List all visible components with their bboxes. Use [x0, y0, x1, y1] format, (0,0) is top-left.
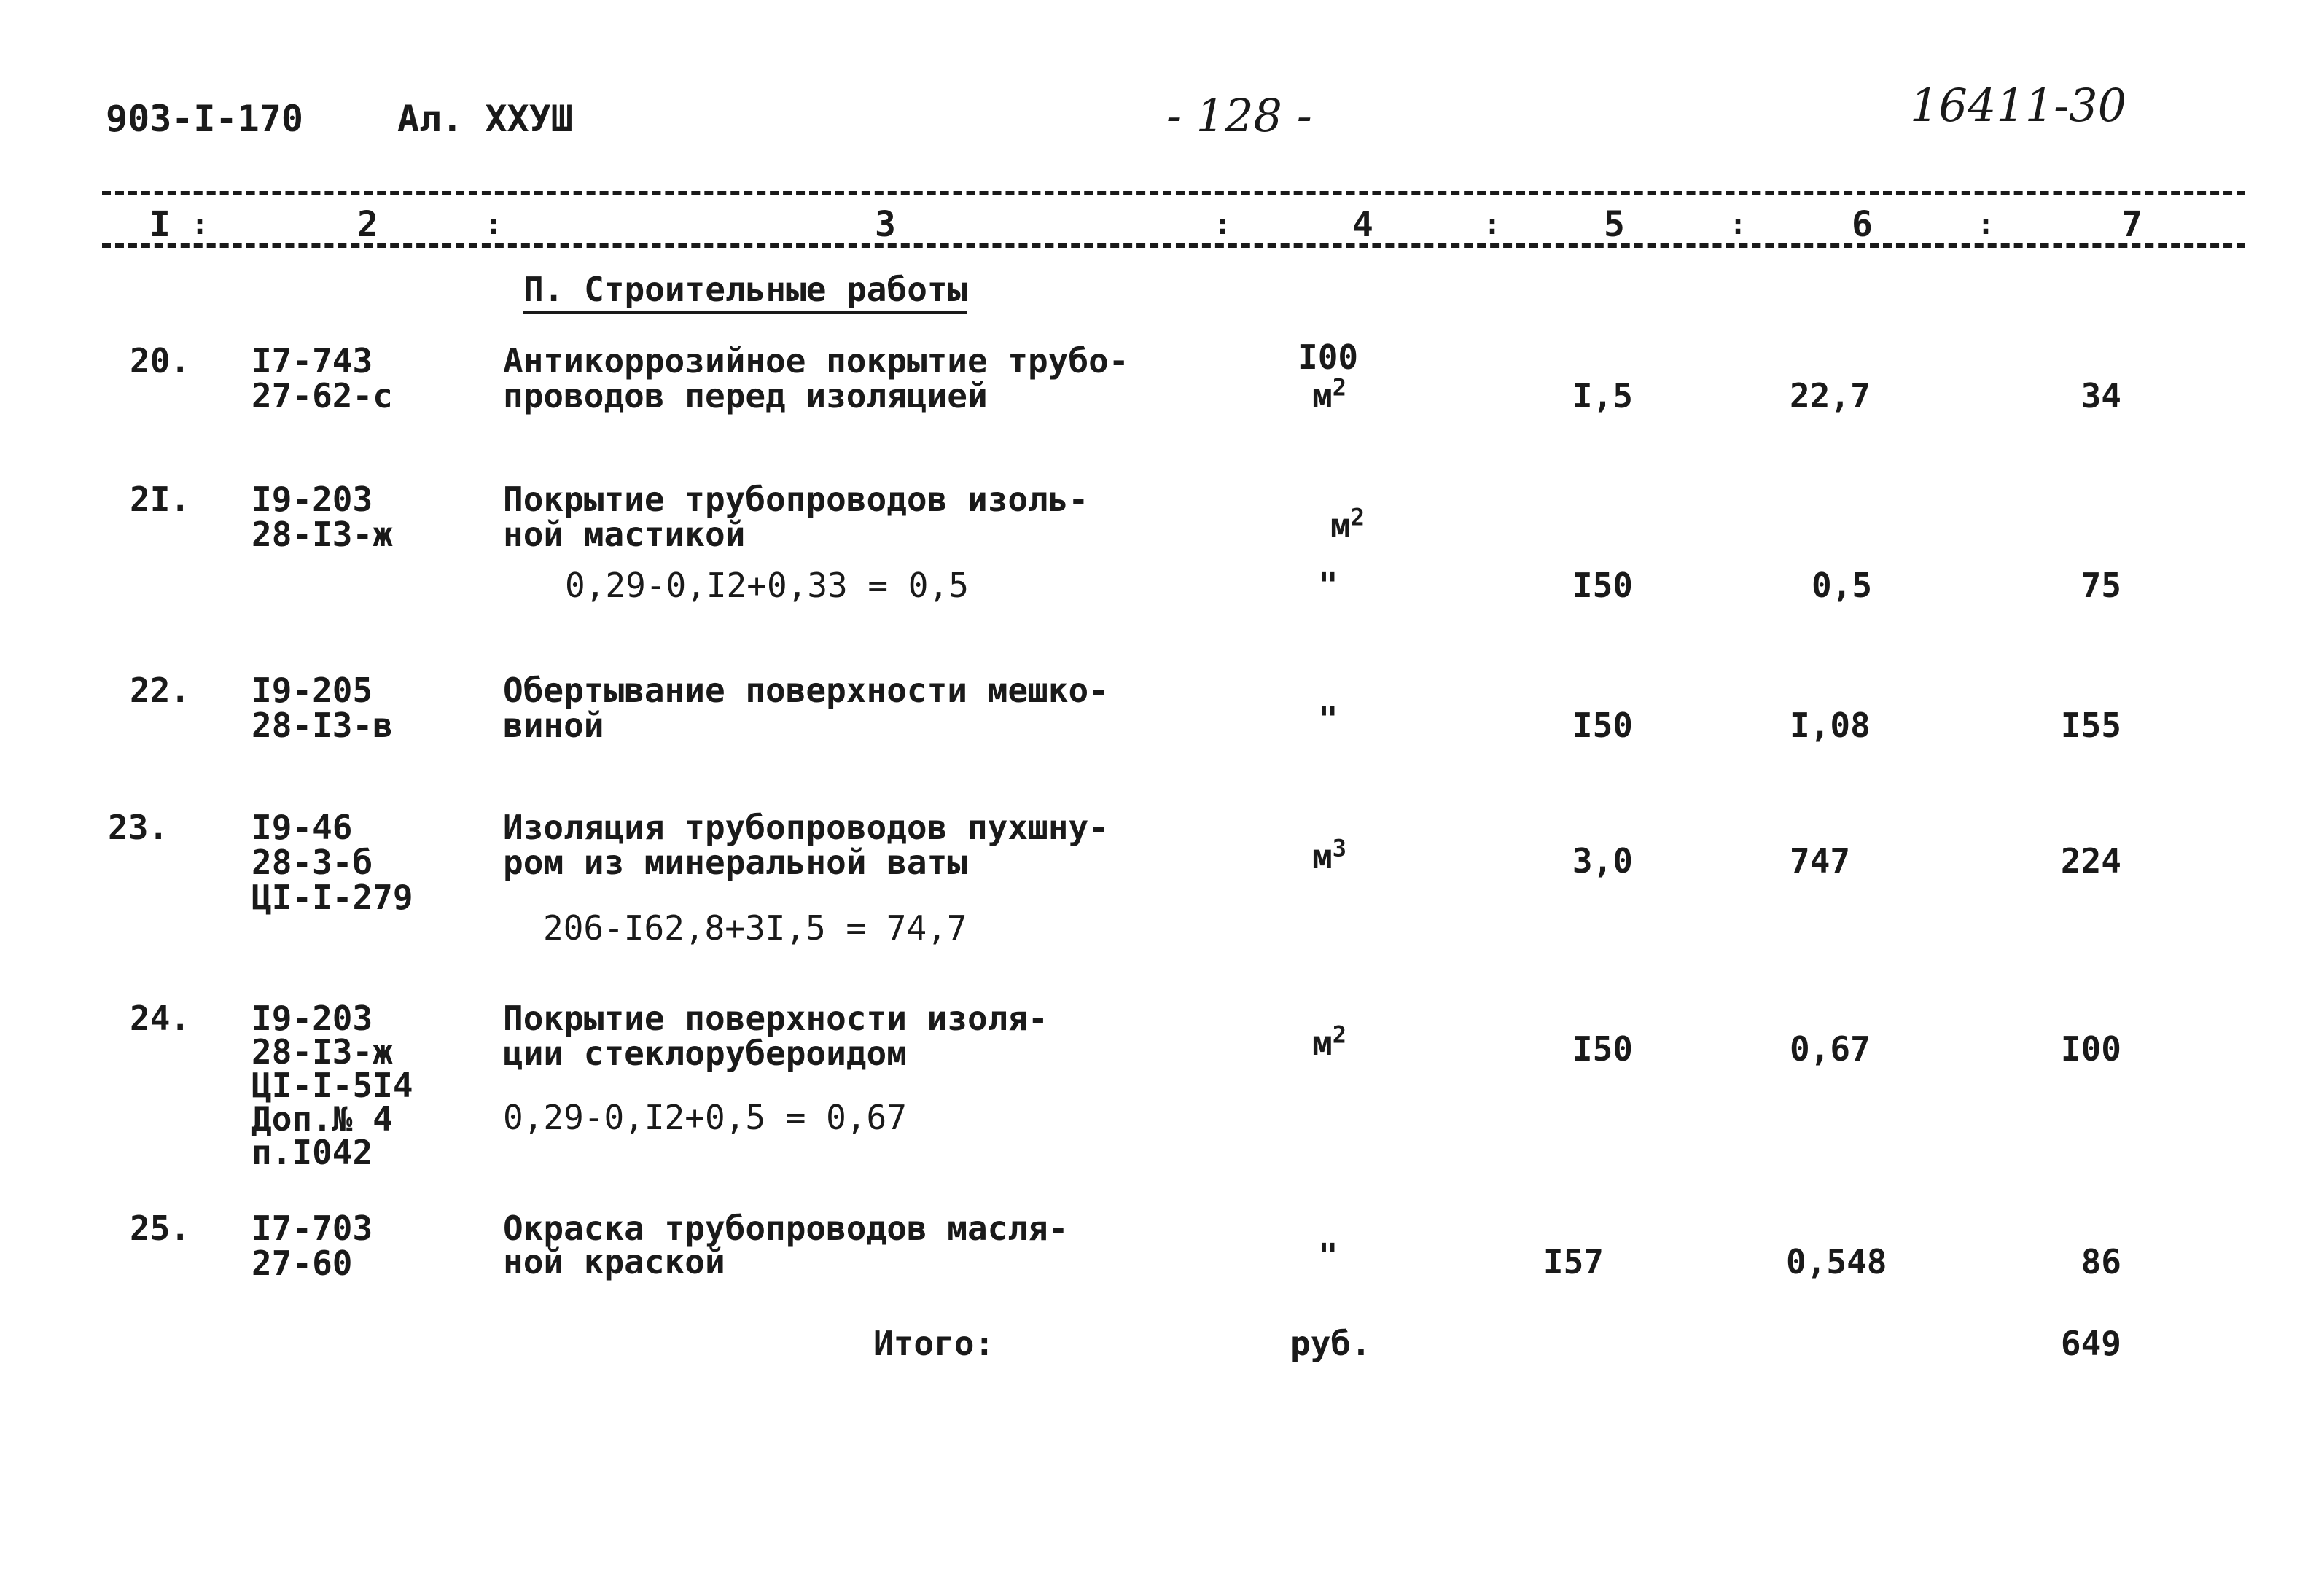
norm-code: 27-60 [251, 1244, 353, 1283]
quantity: I,5 [1572, 376, 1633, 415]
quantity: I50 [1572, 1029, 1633, 1069]
unit-price: 0,67 [1790, 1029, 1871, 1069]
quantity: I50 [1572, 566, 1633, 605]
quantity: I57 [1543, 1242, 1604, 1281]
column-separator: : [1977, 208, 1995, 241]
work-description: Антикоррозийное покрытие трубо- [503, 341, 1129, 381]
unit-prefix: I00 [1298, 338, 1359, 377]
work-description: Окраска трубопроводов масля- [503, 1209, 1069, 1248]
summary-label: Итого: [873, 1324, 995, 1363]
column-separator: : [485, 208, 503, 241]
column-header-6: 6 [1852, 204, 1873, 245]
doc-code: 903-I-170 [106, 98, 303, 140]
norm-code: п.I042 [251, 1133, 373, 1172]
row-number: 20. [130, 341, 191, 381]
unit-price: 747 [1790, 841, 1851, 881]
quantity: 3,0 [1572, 841, 1633, 881]
total-cost: I00 [2060, 1029, 2121, 1069]
norm-code: I9-205 [251, 671, 373, 710]
norm-code: I9-203 [251, 999, 373, 1038]
work-description: Обертывание поверхности мешко- [503, 671, 1109, 710]
norm-code: Доп.№ 4 [251, 1099, 393, 1139]
unit: $м^2$ [1312, 1021, 1346, 1063]
norm-code: 28-I3-в [251, 706, 393, 745]
column-separator: : [1729, 208, 1747, 241]
row-number: 2I. [130, 480, 191, 519]
total-cost: 86 [2081, 1242, 2121, 1281]
row-number: 23. [108, 808, 169, 847]
unit: $м^3$ [1312, 834, 1346, 876]
norm-code: I7-703 [251, 1209, 373, 1248]
quantity: I50 [1572, 706, 1633, 745]
ditto-mark: " [1318, 1236, 1338, 1276]
work-description: ной краской [503, 1242, 725, 1281]
unit: $м^2$ [1312, 373, 1346, 415]
norm-code: I7-743 [251, 341, 373, 381]
unit-price: 0,548 [1786, 1242, 1887, 1281]
work-description: Покрытие трубопроводов изоль- [503, 480, 1089, 519]
total-cost: 224 [2060, 841, 2121, 881]
row-number: 22. [130, 671, 191, 710]
norm-code: ЦI-I-279 [251, 878, 413, 917]
row-number: 24. [130, 999, 191, 1038]
ditto-mark: " [1318, 566, 1338, 605]
work-description: ром из минеральной ваты [503, 843, 967, 882]
inventory-number: 16411-30 [1910, 79, 2127, 132]
norm-code: 27-62-с [251, 376, 393, 415]
unit: $м^2$ [1330, 503, 1365, 545]
column-header-1: I [149, 204, 171, 245]
summary-total: 649 [2060, 1324, 2121, 1363]
total-cost: I55 [2060, 706, 2121, 745]
total-cost: 34 [2081, 376, 2121, 415]
norm-code: ЦI-I-5I4 [251, 1066, 413, 1105]
column-header-5: 5 [1604, 204, 1625, 245]
calculation: 0,29-0,I2+0,33 = 0,5 [565, 566, 969, 605]
work-description: ной мастикой [503, 515, 746, 554]
total-cost: 75 [2081, 566, 2121, 605]
work-description: виной [503, 706, 604, 745]
album-number: Ал. XXУШ [397, 98, 573, 140]
work-description: Покрытие поверхности изоля- [503, 999, 1048, 1038]
work-description: проводов перед изоляцией [503, 376, 988, 415]
work-description: ции стеклорубероидом [503, 1034, 907, 1073]
header-dash-top [102, 191, 2245, 195]
page-number: - 128 - [1166, 89, 1312, 142]
unit-price: 0,5 [1812, 566, 1873, 605]
column-header-3: 3 [875, 204, 896, 245]
column-header-2: 2 [357, 204, 378, 245]
column-separator: : [191, 208, 209, 241]
column-separator: : [1483, 208, 1502, 241]
section-title: П. Строительные работы [523, 271, 967, 314]
calculation: 206-I62,8+3I,5 = 74,7 [543, 908, 967, 948]
norm-code: 28-I3-ж [251, 1032, 393, 1072]
unit-price: 22,7 [1790, 376, 1871, 415]
norm-code: I9-203 [251, 480, 373, 519]
work-description: Изоляция трубопроводов пухшну- [503, 808, 1109, 847]
norm-code: I9-46 [251, 808, 353, 847]
norm-code: 28-I3-ж [251, 515, 393, 554]
header-dash-bottom [102, 243, 2245, 248]
unit-price: I,08 [1790, 706, 1871, 745]
row-number: 25. [130, 1209, 191, 1248]
column-header-7: 7 [2121, 204, 2142, 245]
calculation: 0,29-0,I2+0,5 = 0,67 [503, 1098, 907, 1137]
column-separator: : [1214, 208, 1232, 241]
column-header-4: 4 [1352, 204, 1373, 245]
ditto-mark: " [1318, 700, 1338, 739]
norm-code: 28-3-б [251, 843, 373, 882]
summary-unit: руб. [1290, 1324, 1371, 1363]
